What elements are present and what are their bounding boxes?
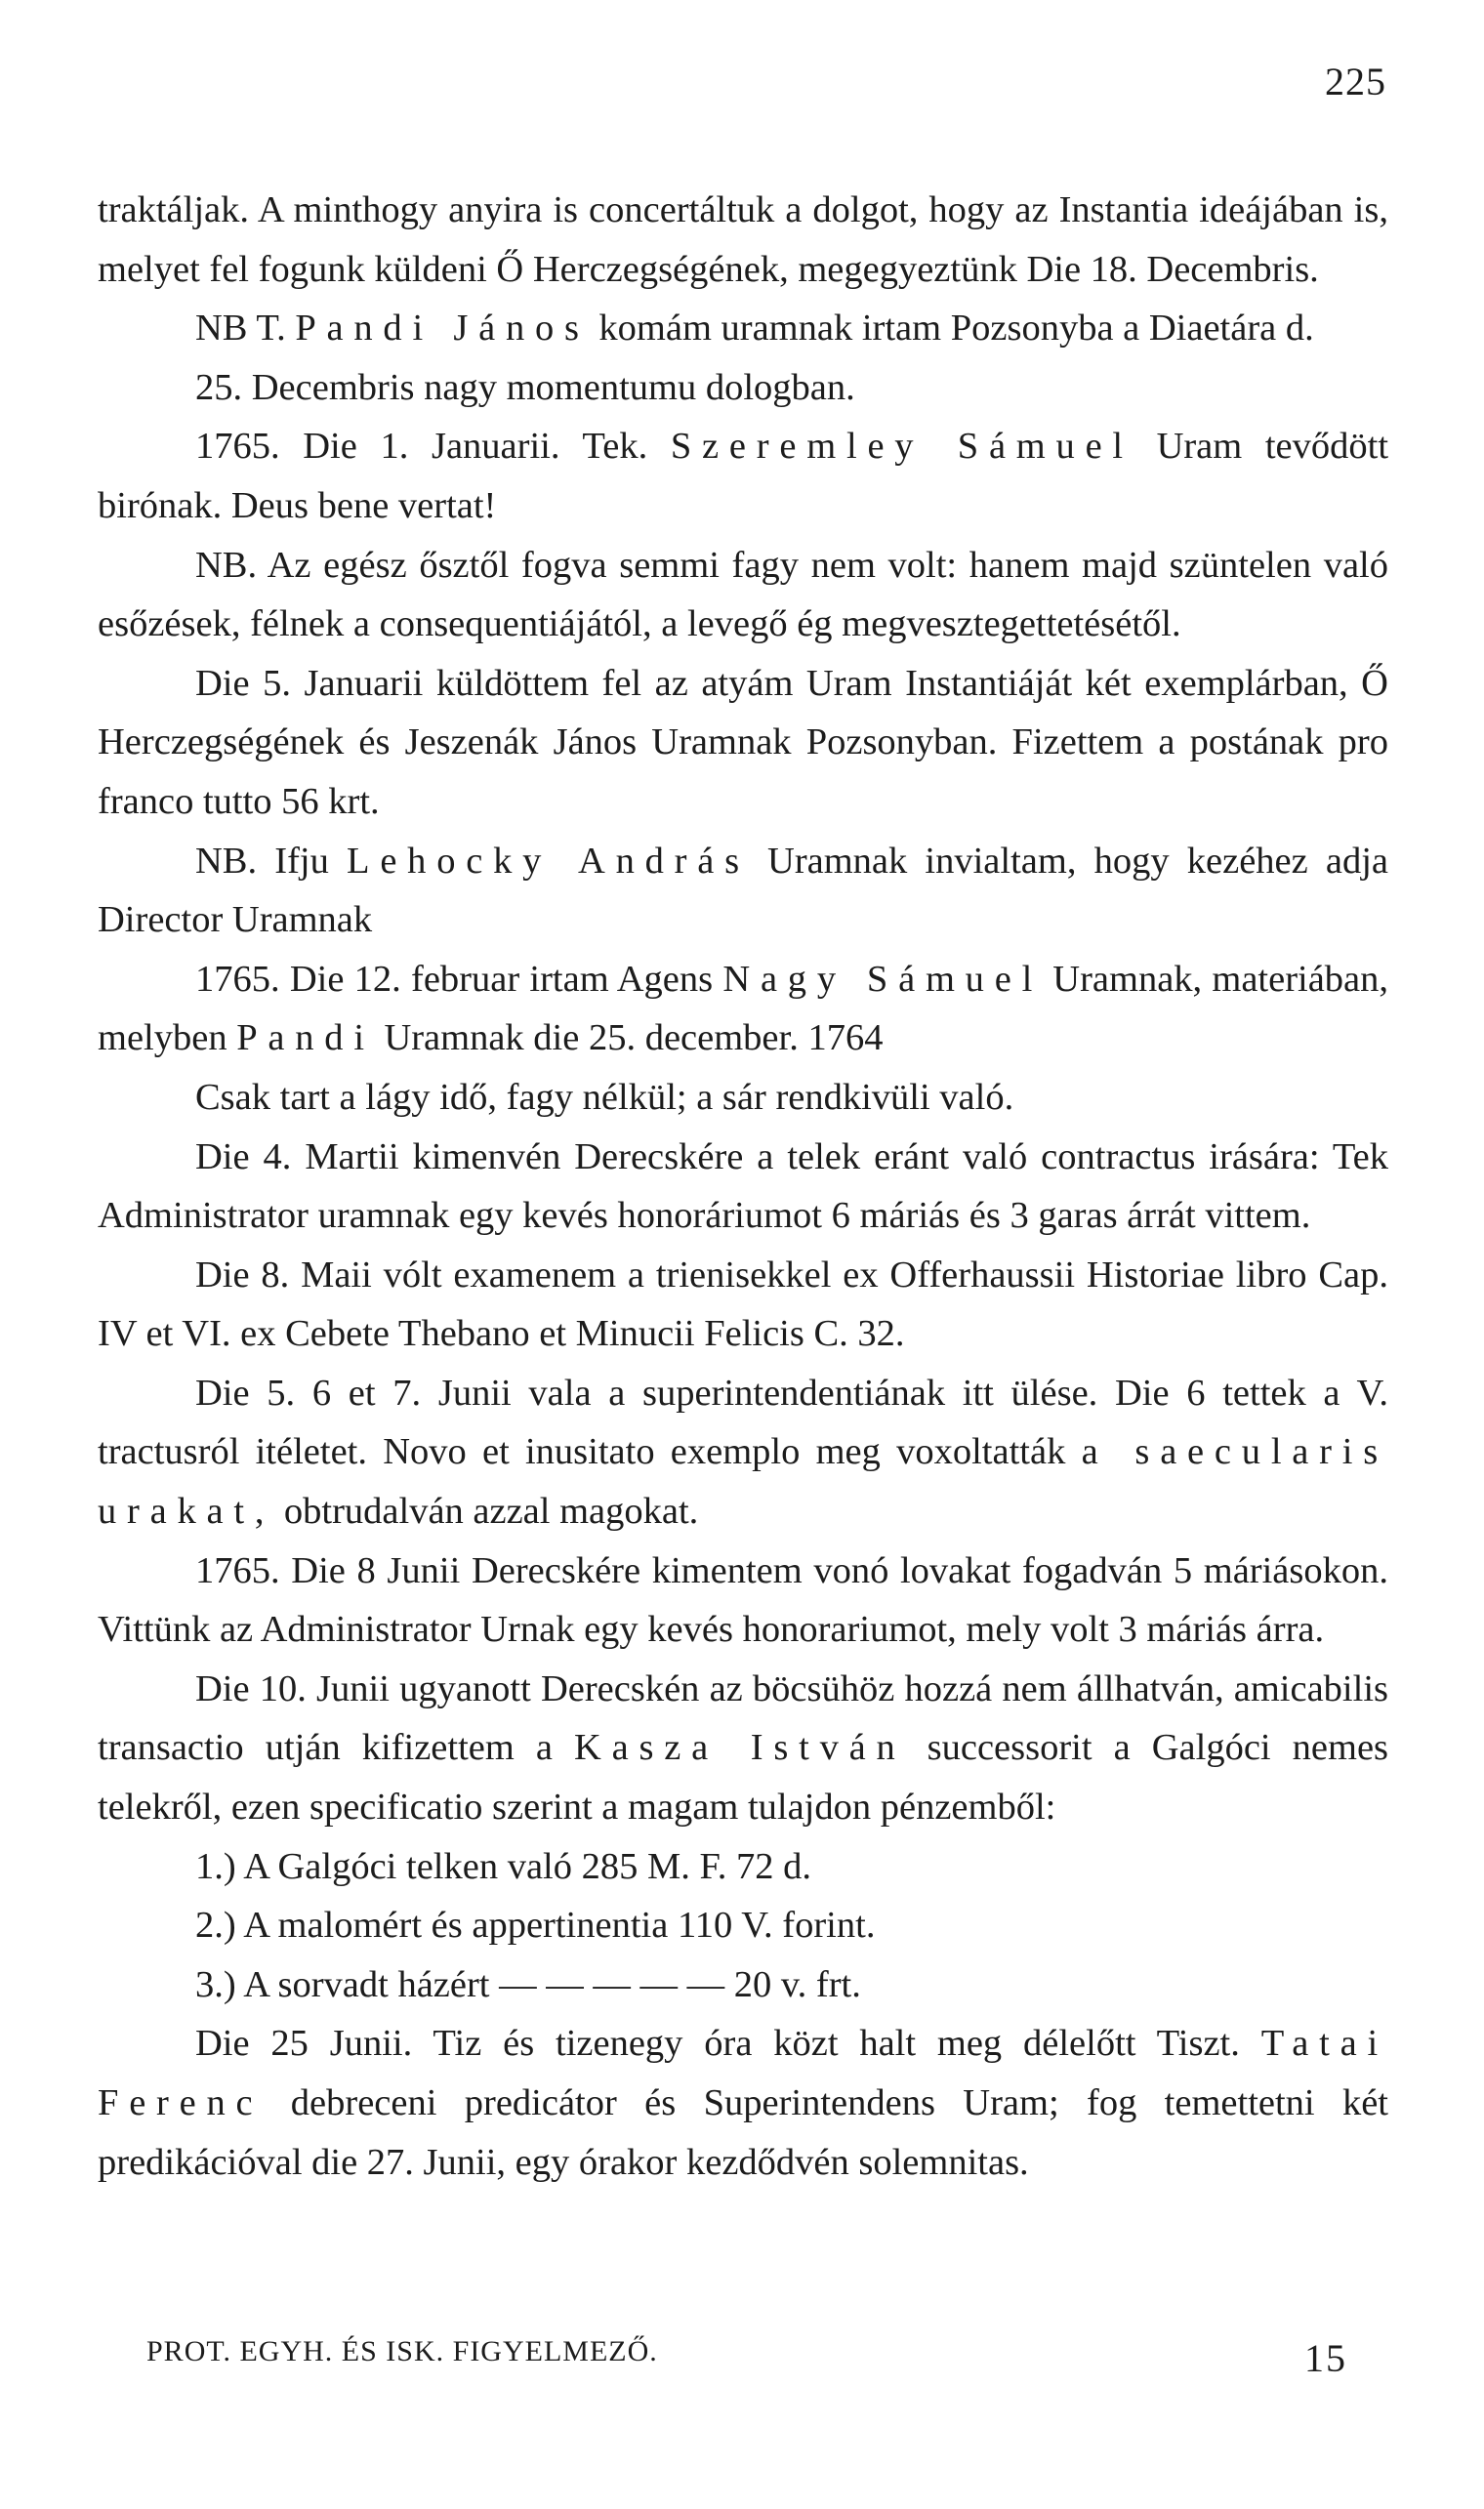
paragraph-18-text-a: Die 25 Junii. Tiz és tizenegy óra közt halt meg délelőtt Tiszt. xyxy=(195,2023,1240,2065)
paragraph-4-text-a: 1765. Die 1. Januarii. Tek. xyxy=(195,426,648,468)
paragraph-7 xyxy=(98,832,1388,950)
paragraph-2 xyxy=(98,299,1388,358)
paragraph-7-text-c: Uramnak invialtam, hogy kezéhez adja Director Uramnak xyxy=(98,840,1388,941)
paragraph-8-text-e: Uramnak die 25. december. 1764 xyxy=(384,1017,884,1059)
paragraph-8-text-c: Uramnak, materiában, melyben xyxy=(98,958,1389,1059)
paragraph-8 xyxy=(98,950,1388,1068)
paragraph-12-text-a: Die 5. 6 et 7. Junii vala a superintendentiának itt ülése. Die 6 tettek a V. tractusról itéletet. Novo et inusitato exemplo meg voxoltatták xyxy=(98,1372,1388,1473)
paragraph-2-text-a: NB T. xyxy=(195,308,286,350)
paragraph-12-text-c: obtrudalván azzal magokat. xyxy=(283,1491,699,1533)
paragraph-18-text-c: debreceni predicátor és Superintendens Uram; fog temettetni két predikációval die 27. Junii, egy órakor kezdődvén solemnitas. xyxy=(98,2082,1388,2183)
footer-sheet-number: 15 xyxy=(1304,2336,1347,2380)
page-footer xyxy=(146,2335,1347,2381)
paragraph-2-text-c: komám uramnak irtam Pozsonyba a Diaetára d. xyxy=(598,308,1314,350)
list-item-3: 3.) A sorvadt házért — — — — — 20 v. frt. xyxy=(195,1963,861,2005)
person-name-lehocky-andras: Lehocky András xyxy=(347,840,750,882)
paragraph-14 xyxy=(98,1660,1388,1837)
list-item-1: 1.) A Galgóci telken való 285 M. F. 72 d. xyxy=(195,1845,812,1887)
body-text xyxy=(98,181,1388,2192)
person-name-kasza-istvan: Kasza István xyxy=(574,1727,906,1769)
person-name-szeremley-samuel: Szeremley Sámuel xyxy=(670,426,1134,468)
paragraph-10: Die 4. Martii kimenvén Derecskére a telek eránt való contractus irására: Tek Administrator uramnak egy kevés honoráriumot 6 máriás és 3 garas árrát vittem. xyxy=(98,1135,1388,1237)
paragraph-14-text-c: successorit a Galgóci nemes telekről, ezen specificatio szerint a magam tulajdon pénzemből: xyxy=(98,1727,1389,1829)
paragraph-7-text-a: NB. Ifju xyxy=(195,840,329,882)
paragraph-11: Die 8. Maii vólt examenem a trienisekkel ex Offerhaussii Historiae libro Cap. IV et VI. ex Cebete Thebano et Minucii Felicis C. 32. xyxy=(98,1254,1388,1355)
paragraph-3: 25. Decembris nagy momentumu dologban. xyxy=(195,366,855,408)
spaced-phrase-saecularis-urakat: a saecularis urakat, xyxy=(98,1431,1389,1533)
page-number: 225 xyxy=(1325,60,1386,103)
paragraph-5: NB. Az egész ősztől fogva semmi fagy nem volt: hanem majd szüntelen való esőzések, félnek a consequentiájától, a levegő ég megvesztegettetésétől. xyxy=(98,544,1388,645)
paragraph-13: 1765. Die 8 Junii Derecskére kimentem vonó lovakat fogadván 5 máriásokon. Vittünk az Administrator Urnak egy kevés honorariumot, mely volt 3 máriás árra. xyxy=(98,1549,1388,1651)
paragraph-18 xyxy=(98,2014,1388,2192)
paragraph-1: traktáljak. A minthogy anyira is concertáltuk a dolgot, hogy az Instantia ideájában is, melyet fel fogunk küldeni Ő Herczegségének, megegyeztünk Die 18. Decembris. xyxy=(98,189,1388,290)
paragraph-4 xyxy=(98,417,1388,535)
person-name-tatai-ferenc: Tatai Ferenc xyxy=(98,2023,1388,2123)
person-name-nagy-samuel: Nagy Sámuel xyxy=(722,958,1044,1000)
person-name-pandi: Pandi xyxy=(236,1017,375,1059)
list-item-2: 2.) A malomért és appertinentia 110 V. forint. xyxy=(195,1905,876,1947)
paragraph-9: Csak tart a lágy idő, fagy nélkül; a sár rendkivüli való. xyxy=(195,1076,1014,1118)
paragraph-6: Die 5. Januarii küldöttem fel az atyám Uram Instantiáját két exemplárban, Ő Herczegségének és Jeszenák János Uramnak Pozsonyban. Fizettem a postának pro franco tutto 56 krt. xyxy=(98,662,1388,822)
person-name-pandi-janos: Pandi János xyxy=(295,308,590,350)
paragraph-4-text-c: Uram tevődött birónak. Deus bene vertat! xyxy=(98,426,1389,526)
paragraph-8-text-a: 1765. Die 12. februar irtam Agens xyxy=(195,958,714,1000)
paragraph-12 xyxy=(98,1364,1388,1542)
paragraph-14-text-a: Die 10. Junii ugyanott Derecskén az böcsühöz hozzá nem állhatván, amicabilis transactio utján kifizettem a xyxy=(98,1667,1388,1769)
footer-journal-title: PROT. EGYH. ÉS ISK. FIGYELMEZŐ. xyxy=(146,2335,658,2367)
